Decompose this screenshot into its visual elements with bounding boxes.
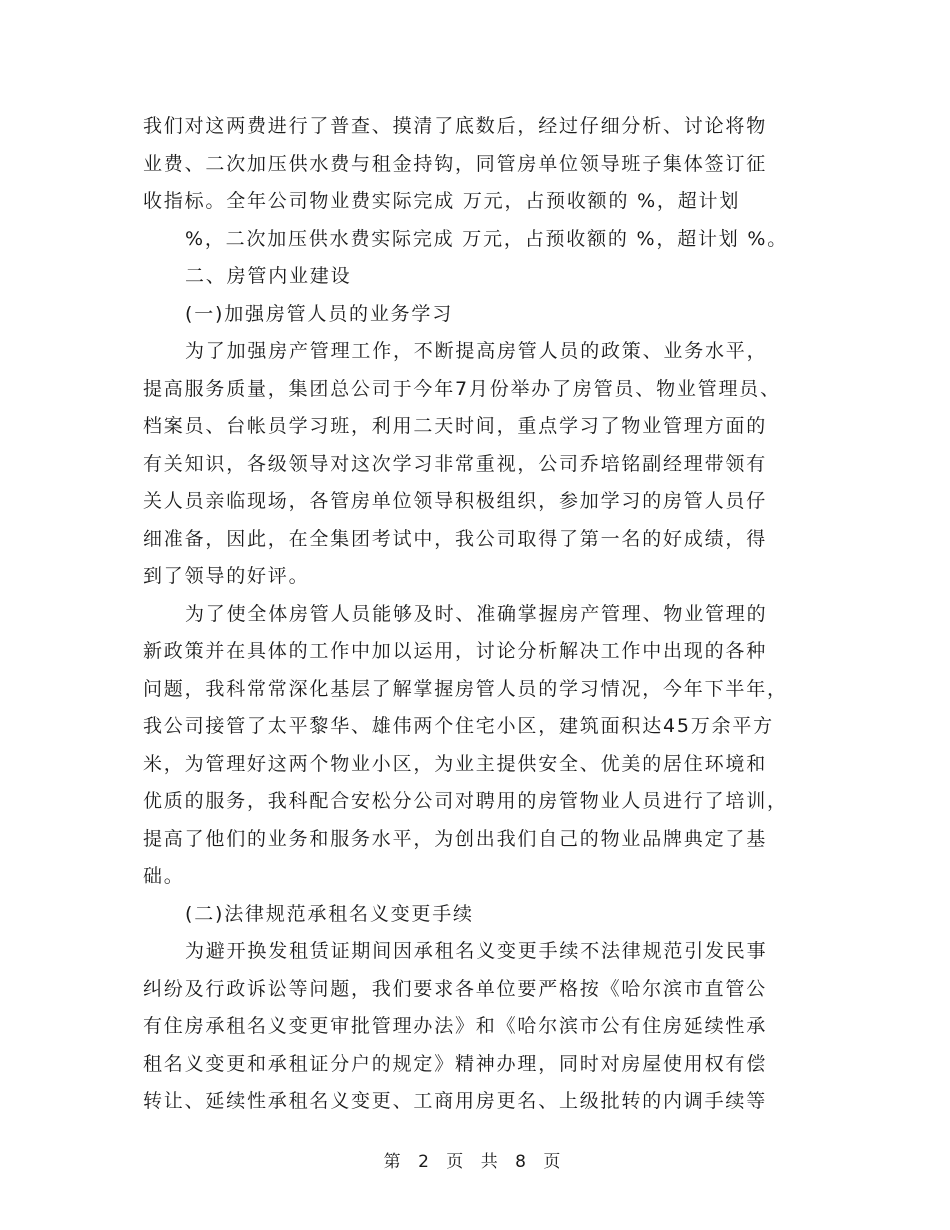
text-line: 到了领导的好评。: [143, 565, 310, 587]
text-line: 细准备，因此，在全集团考试中，我公司取得了第一名的好成绩，得: [143, 527, 768, 550]
text-line: (二)法律规范承租名义变更手续: [185, 902, 474, 925]
text-line: 纠纷及行政诉讼等问题，我们要求各单位要严格按《哈尔滨市直管公: [143, 977, 768, 1000]
text-line: 提高服务质量，集团总公司于今年7月份举办了房管员、物业管理员、: [143, 377, 781, 400]
text-line: 为避开换发租赁证期间因承租名义变更手续不法律规范引发民事: [185, 940, 768, 962]
text-line: 转让、延续性承租名义变更、工商用房更名、上级批转的内调手续等: [143, 1090, 768, 1112]
text-line: 提高了他们的业务和服务水平，为创出我们自己的物业品牌典定了基: [143, 827, 768, 850]
text-line: %，二次加压供水费实际完成 万元，占预收额的 %，超计划 %。: [185, 227, 789, 250]
text-line: 优质的服务，我科配合安松分公司对聘用的房管物业人员进行了培训，: [143, 790, 788, 812]
text-line: 为了加强房产管理工作，不断提高房管人员的政策、业务水平，: [185, 340, 768, 362]
text-line: 新政策并在具体的工作中加以运用，讨论分析解决工作中出现的各种: [143, 640, 768, 662]
text-line: 有住房承租名义变更审批管理办法》和《哈尔滨市公有住房延续性承: [143, 1015, 768, 1037]
text-line: 租名义变更和承租证分户的规定》精神办理，同时对房屋使用权有偿: [143, 1052, 768, 1075]
text-line: 问题，我科常常深化基层了解掌握房管人员的学习情况，今年下半年，: [143, 677, 788, 700]
text-line: 关人员亲临现场，各管房单位领导积极组织，参加学习的房管人员仔: [143, 490, 768, 512]
text-line: 档案员、台帐员学习班，利用二天时间，重点学习了物业管理方面的: [143, 415, 768, 437]
text-line: 业费、二次加压供水费与租金持钩，同管房单位领导班子集体签订征: [143, 152, 768, 175]
text-line: 米，为管理好这两个物业小区，为业主提供安全、优美的居住环境和: [143, 752, 768, 775]
text-line: 收指标。全年公司物业费实际完成 万元，占预收额的 %，超计划: [143, 190, 741, 212]
page-footer: 第 2 页 共 8 页: [383, 1152, 567, 1172]
text-line: 础。: [143, 865, 185, 887]
text-line: 二、房管内业建设: [185, 265, 352, 287]
text-line: 为了使全体房管人员能够及时、准确掌握房产管理、物业管理的: [185, 602, 768, 625]
text-line: 我们对这两费进行了普查、摸清了底数后，经过仔细分析、讨论将物: [143, 115, 768, 137]
document-body: [143, 108, 803, 1121]
text-line: (一)加强房管人员的业务学习: [185, 302, 454, 325]
text-line: 有关知识，各级领导对这次学习非常重视，公司乔培铭副经理带领有: [143, 452, 768, 475]
text-line: 我公司接管了太平黎华、雄伟两个住宅小区，建筑面积达45万余平方: [143, 715, 774, 737]
